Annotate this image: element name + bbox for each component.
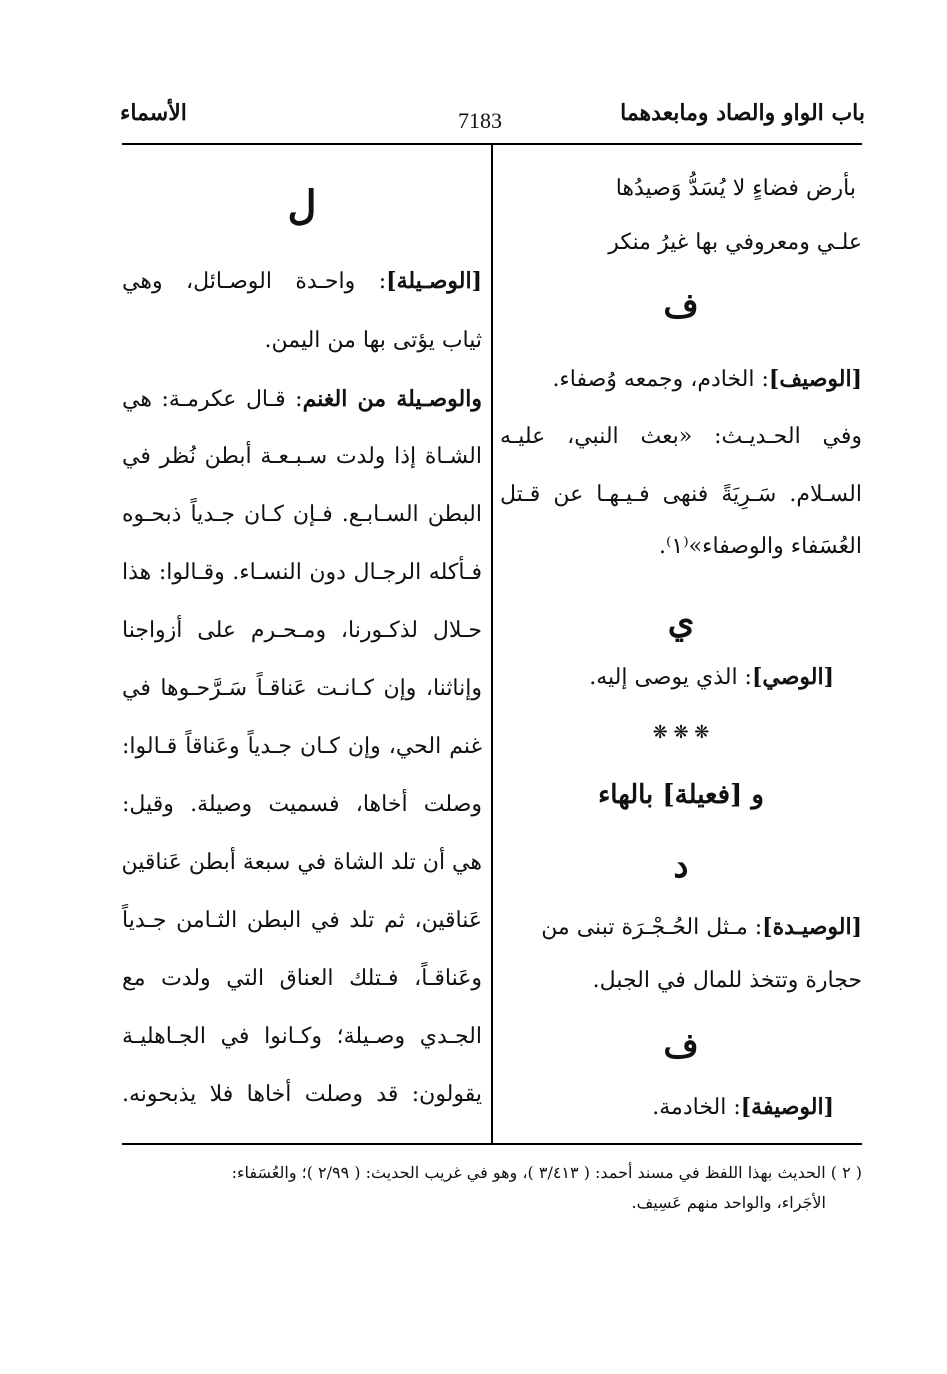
footnote-line-1: ( ٢ ) الحديث بهذا اللفظ في مسند أحمد: ( ٣/٤١٣ )، وهو في غريب الحديث: ( ٢/٩٩ )؛ والعُسَفاء: [231,1163,862,1182]
entry-ghanam-line-12: الجـدي وصـيلة؛ وكـانوا في الجـاهليـة [122,1024,482,1049]
entry-wasif-line-3: السـلام. سَـرِيَةً فنهى فـيـهـا عن قـتل [500,482,862,507]
footnote-line-2: الأجَراء، والواحد منهم عَسِيف. [631,1193,826,1212]
entry-term-wasi: [الوصي] [751,664,834,690]
entry-wasifa: [الوصيفة]: الخادمة. [652,1094,834,1120]
entry-term-ghanam: والوصـيلة من الغنم [302,386,482,412]
verse-line-1: بأرض فضاءٍ لا يُسَدُّ وَصيدُها [615,176,856,201]
entry-term-wasifa: [الوصيفة] [740,1094,834,1120]
entry-wasila-line-2: ثياب يؤتى بها من اليمن. [264,328,482,353]
section-letter-fa: ف [663,286,699,326]
entry-ghanam-line-4: فـأكله الرجـال دون النسـاء. وقـالوا: هذا [122,560,482,585]
entry-wasida-line-1: [الوصيـدة]: مـثل الحُـجْـرَة تبنى من [541,914,862,940]
section-heading-fa'ila: و [فعيلة] بالهاء [598,780,764,810]
entry-ghanam-line-6: وإناثنا، وإن كـانـت عَناقـاً سَـرَّحـوها في [122,676,482,701]
section-letter-lam: ل [287,182,317,229]
entry-term-wasif: [الوصيف] [768,366,862,392]
section-letter-ya: ي [667,602,695,642]
entry-ghanam-line-1: والوصـيلة من الغنم: قـال عكرمـة: هي [122,386,482,412]
entry-ghanam-line-9: هي أن تلد الشاة في سبعة أبطن عَناقين [121,850,482,875]
running-header-section: الأسماء [120,100,187,126]
verse-line-2: علـي ومعروفي بها غيرُ منكر [608,230,862,255]
page-number: 7183 [458,108,502,133]
entry-ghanam-line-3: البطن السـابـع. فـإن كـان جـدياً ذبحـوه [122,502,482,527]
footnote-rule [122,1143,862,1145]
entry-ghanam-line-7: غنم الحي، وإن كـان جـدياً وعَناقاً قـالوا: [122,734,482,759]
section-letter-fa-2: ف [663,1026,699,1066]
footnote [122,1158,862,1218]
entry-wasida-line-2: حجارة وتتخذ للمال في الجبل. [592,968,862,993]
entry-ghanam-line-11: وعَناقـاً، فـتلك العناق التي ولدت مع [122,966,482,991]
entry-ghanam-line-8: وصلت أخاها، فسميت وصيلة. وقيل: [122,792,482,817]
entry-wasif-line-1: [الوصيف]: الخادم، وجمعه وُصفاء. [552,366,862,392]
entry-term-wasila: [الوصـيلة] [386,268,482,294]
entry-wasif-line-2: وفي الحـديـث: «بعث النبي، عليـه [500,424,862,449]
entry-ghanam-line-2: الشـاة إذا ولدت سـبـعـة أبطن نُظر في [122,444,482,469]
section-letter-dal: د [673,846,689,886]
entry-wasi: [الوصي]: الذي يوصى إليه. [589,664,834,690]
entry-ghanam-line-10: عَناقين، ثم تلد في البطن الثـامن جـدياً [122,908,482,933]
entry-wasila-line-1: [الوصـيلة]: واحـدة الوصـائل، وهي [122,268,482,294]
entry-ghanam-line-5: حـلال لذكـورنا، ومـحـرم على أزواجنا [122,618,482,643]
entry-term-wasida: [الوصيـدة] [762,914,862,940]
entry-ghanam-line-13: يقولون: قد وصلت أخاها فلا يذبحونه. [122,1082,482,1107]
running-header-chapter: باب الواو والصاد ومابعدهما [620,100,865,126]
column-divider [491,145,493,1143]
entry-wasif-line-4: العُسَفاء والوصفاء»⁽١⁾. [659,534,862,559]
separator-asterisks: ❋ ❋ ❋ [652,722,710,743]
